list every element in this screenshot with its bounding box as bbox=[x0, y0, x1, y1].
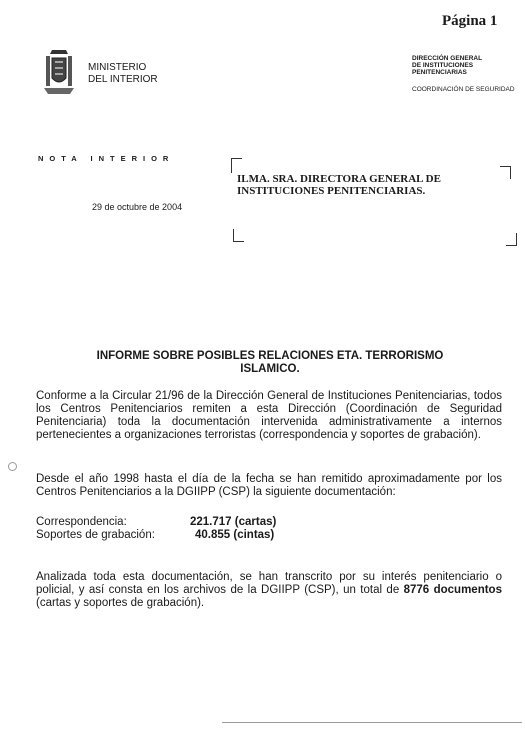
addressee-line: ILMA. SRA. DIRECTORA GENERAL DE bbox=[237, 173, 441, 185]
ministry-line: MINISTERIO bbox=[88, 62, 147, 73]
stat-value-correspondence: 221.717 (cartas) bbox=[190, 516, 277, 528]
coordination-label: COORDINACIÓN DE SEGURIDAD bbox=[412, 86, 515, 93]
ministry-heading bbox=[88, 62, 158, 86]
documents-total: 8776 documentos bbox=[403, 584, 502, 596]
analysis-text-end: (cartas y soportes de grabación). bbox=[36, 597, 205, 609]
stat-label-recordings: Soportes de grabación: bbox=[36, 529, 155, 541]
punch-hole-mark bbox=[8, 462, 17, 471]
directorate-heading bbox=[412, 55, 482, 76]
coat-of-arms-icon bbox=[38, 48, 80, 98]
faint-form-labels bbox=[38, 170, 39, 215]
addressee-bracket-frame bbox=[231, 158, 521, 246]
ministry-line: DEL INTERIOR bbox=[88, 74, 158, 85]
paragraph-analysis bbox=[36, 571, 502, 610]
title-line: INFORME SOBRE POSIBLES RELACIONES ETA. TERRORISMO bbox=[96, 350, 444, 362]
paragraph-since-1998: Desde el año 1998 hasta el día de la fecha se han remitido aproximadamente por los Centros Penitenciarios a la DGIIPP (CSP) la siguiente documentación: bbox=[36, 473, 502, 498]
directorate-line: DE INSTITUCIONES bbox=[412, 62, 474, 69]
analysis-text: Analizada toda esta documentación, se han transcrito por su interés penitenciario o policial, y así consta en los archivos de la DGIIPP (CSP), un total de bbox=[36, 571, 502, 596]
directorate-line: DIRECCIÓN GENERAL bbox=[412, 55, 483, 62]
addressee-line: INSTITUCIONES PENITENCIARIAS. bbox=[237, 185, 426, 197]
stat-label-correspondence: Correspondencia: bbox=[36, 516, 127, 528]
paragraph-circular: Conforme a la Circular 21/96 de la Dirección General de Instituciones Penitenciarias, todos los Centros Penitenciarios remiten a esta Dirección (Coordinación de Seguridad Penitenciaria) toda la documentación intervenida administrativamente a internos pertenecientes a organizaciones terroristas (correspondencia y soportes de grabación). bbox=[36, 390, 502, 441]
title-line: ISLAMICO. bbox=[240, 363, 300, 375]
page-number-label: Página 1 bbox=[442, 13, 498, 29]
memo-date: 29 de octubre de 2004 bbox=[92, 202, 183, 212]
addressee bbox=[237, 173, 441, 197]
report-title bbox=[60, 350, 480, 376]
directorate-line: PENITENCIARIAS bbox=[412, 69, 467, 76]
memo-type-label: NOTA INTERIOR bbox=[38, 154, 175, 163]
scan-edge-line bbox=[222, 722, 522, 723]
stat-value-recordings: 40.855 (cintas) bbox=[195, 529, 275, 541]
